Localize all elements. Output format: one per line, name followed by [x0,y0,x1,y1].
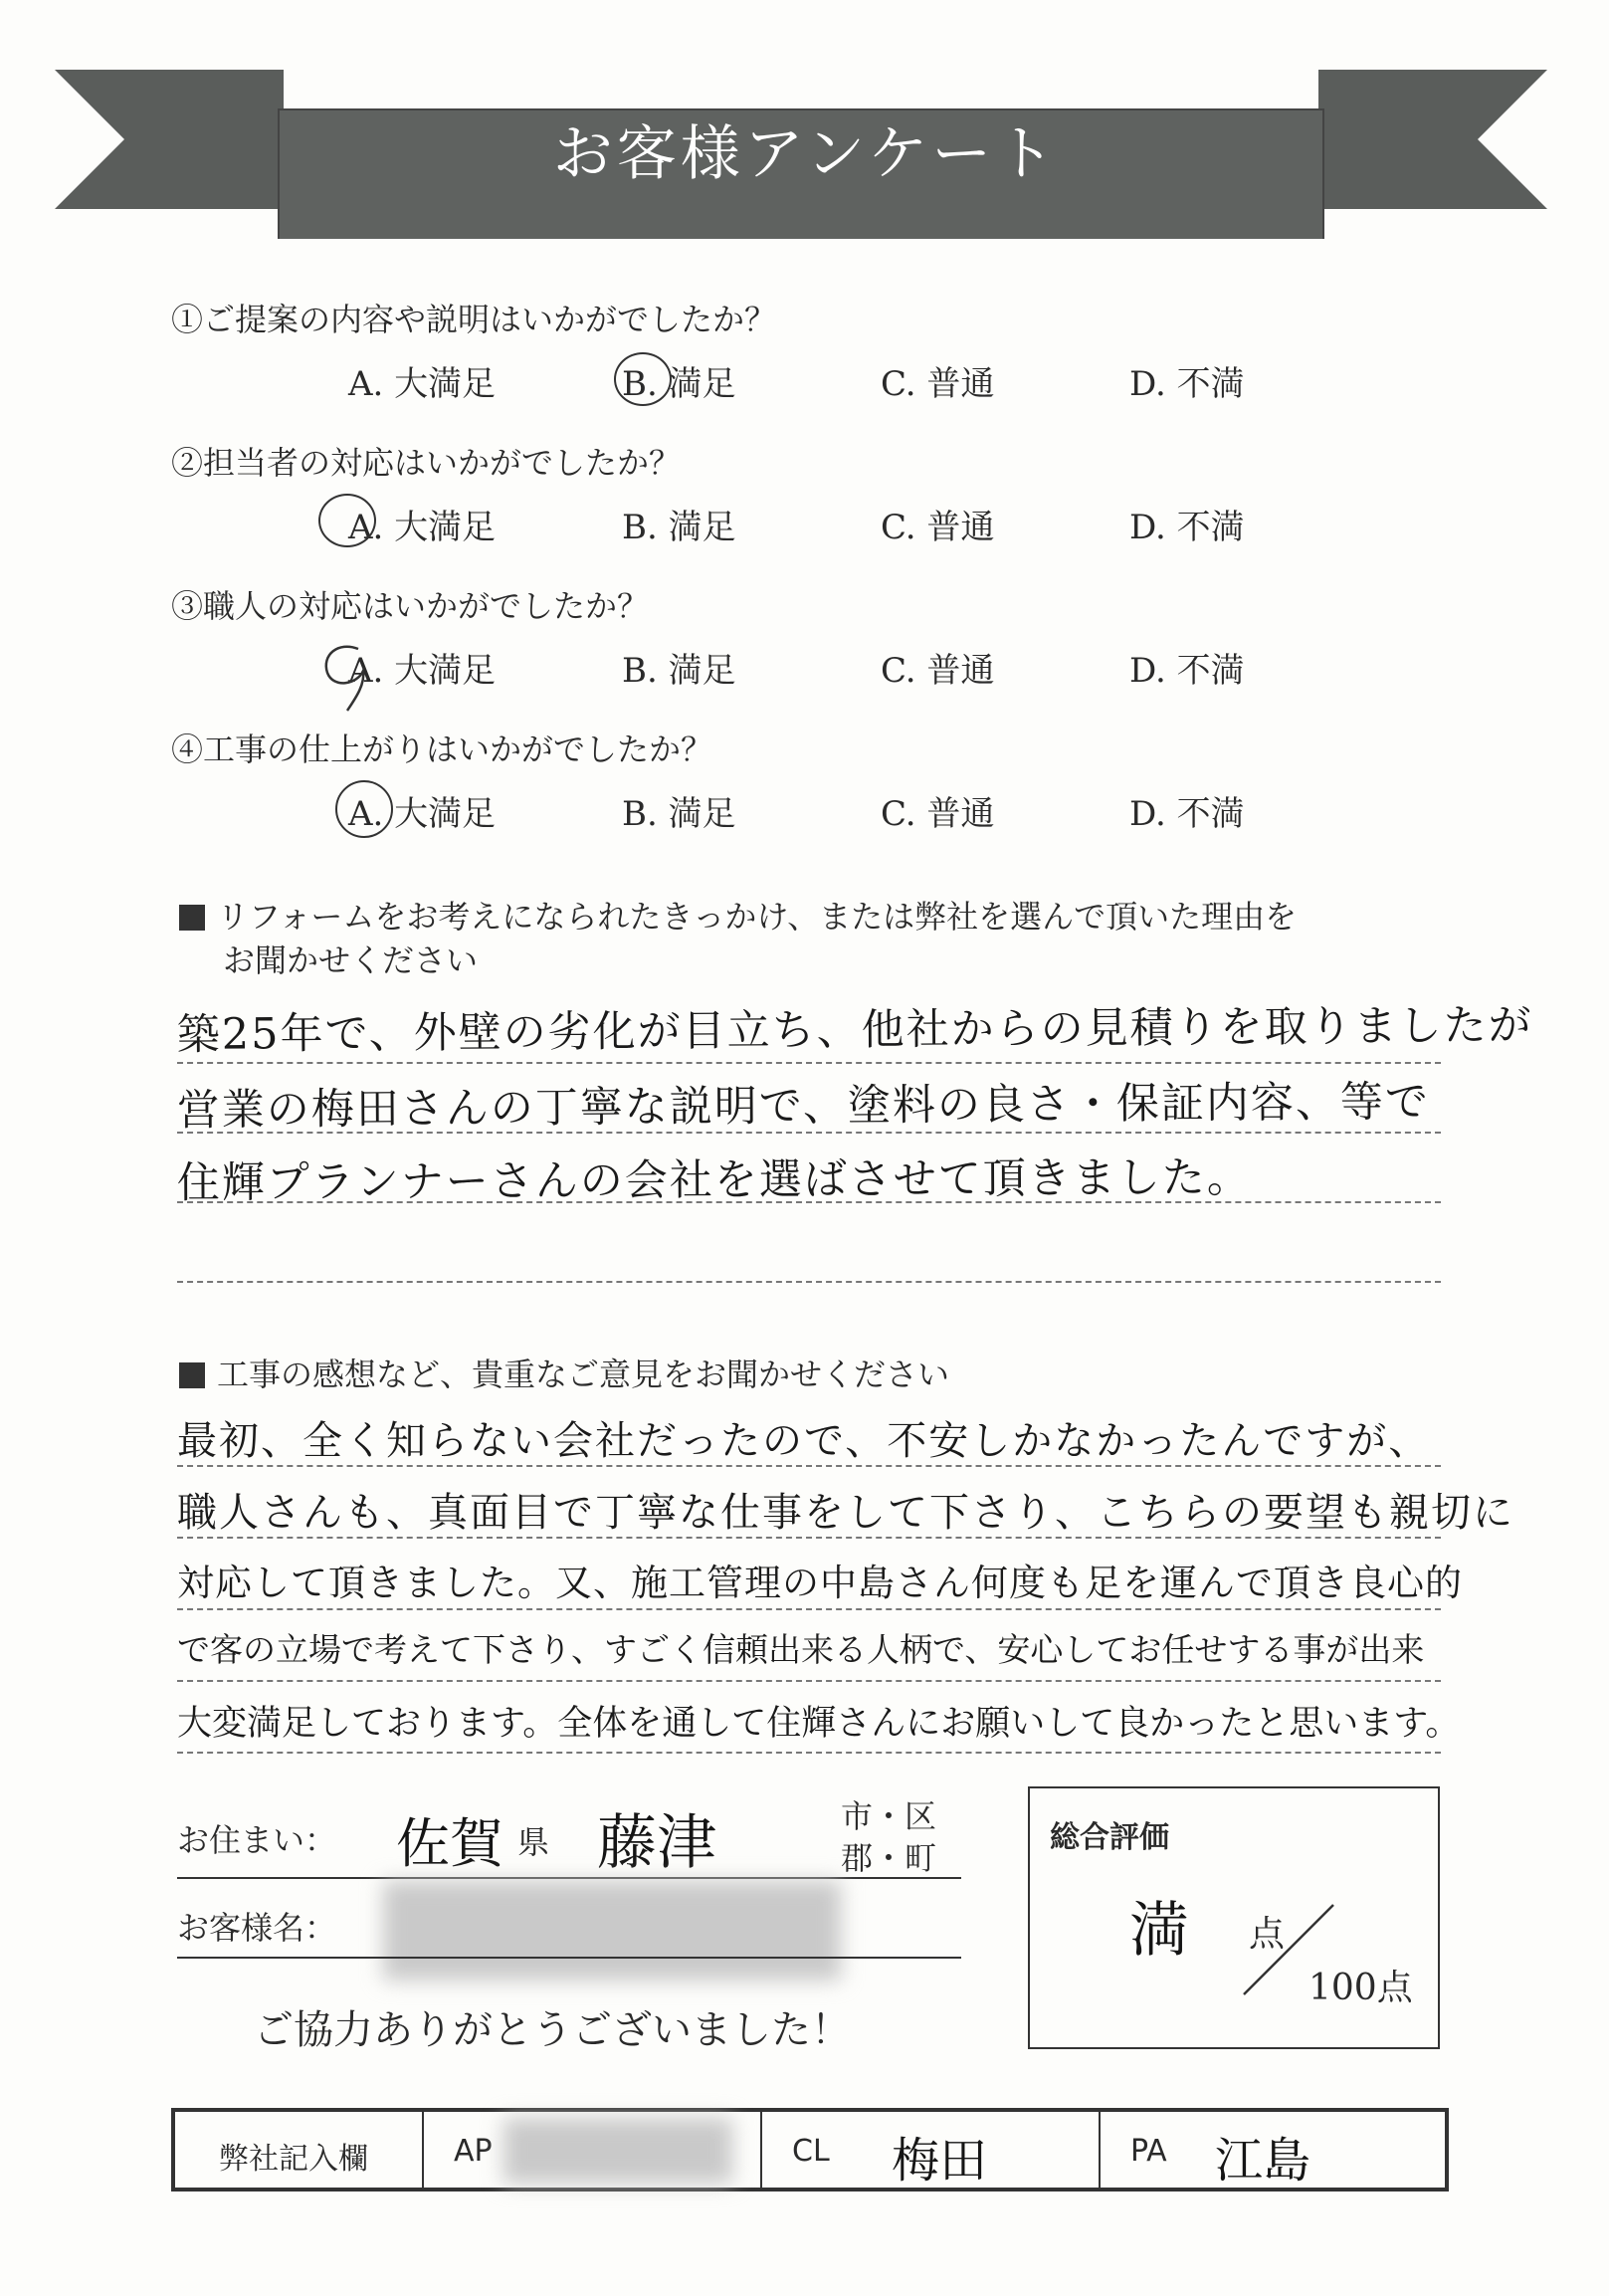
question-4: ④工事の仕上がりはいかがでしたか？ [171,731,713,768]
q1-option-b[interactable]: B. 満足 [622,364,736,404]
square-bullet-icon [179,1362,205,1388]
rating-value: 満 [1129,1896,1189,1966]
address-label: お住まい： [177,1821,337,1859]
q3-option-d[interactable]: D. 不満 [1129,651,1245,691]
question-1: ①ご提案の内容や説明はいかがでしたか？ [171,301,777,338]
q3-option-c[interactable]: C. 普通 [881,651,995,691]
q2-selected-circle [318,494,376,547]
q1-option-d[interactable]: D. 不満 [1129,364,1245,404]
pa-label: PA [1130,2134,1167,2169]
reason-line-4[interactable] [177,1219,1441,1283]
reason-text-3: 住輝プランナーさんの会社を選ばさせて頂きました。 [176,1152,1252,1208]
rating-label: 総合評価 [1050,1820,1169,1855]
impression-text-2: 職人さんも、真面目で丁寧な仕事をして下さり、こちらの要望も親切に [177,1490,1514,1536]
cl-cell[interactable] [762,2112,1101,2188]
cl-value: 梅田 [892,2133,988,2189]
q3-option-a[interactable]: A. 大満足 [348,651,497,691]
customer-underline [177,1957,961,1959]
q3-selected-mark [313,637,383,717]
pa-cell[interactable] [1101,2112,1445,2188]
square-bullet-icon [179,905,205,931]
prefecture-suffix: 県 [517,1823,550,1861]
q1-option-a[interactable]: A. 大満足 [348,364,497,404]
question-2: ②担当者の対応はいかがでしたか？ [171,444,682,482]
address-underline [177,1877,961,1879]
ap-value-redacted [503,2118,732,2184]
rating-max: 100点 [1308,1968,1413,2008]
thanks-text: ご協力ありがとうございました！ [254,2007,851,2053]
q3-option-b[interactable]: B. 満足 [622,651,736,691]
ap-label: AP [454,2134,493,2169]
rating-unit: 点 [1249,1914,1286,1955]
q2-option-d[interactable]: D. 不満 [1129,508,1245,547]
city-type-top: 市・区 [841,1797,937,1835]
office-label-cell [175,2112,424,2188]
pa-value: 江島 [1215,2133,1311,2189]
page-title: お客様アンケート [552,119,1060,189]
impression-text-4: で客の立場で考えて下さり、すごく信頼出来る人柄で、安心してお任せする事が出来 [177,1630,1425,1669]
q4-selected-circle [335,780,393,838]
office-use-table [171,2108,1449,2192]
q1-option-c[interactable]: C. 普通 [881,364,995,404]
ap-cell[interactable] [424,2112,762,2188]
impression-text-5: 大変満足しております。全体を通して住輝さんにお願いして良かったと思います。 [177,1704,1461,1744]
office-label: 弊社記入欄 [219,2142,368,2177]
impression-text-3: 対応して頂きました。又、施工管理の中島さん何度も足を運んで頂き良心的 [177,1562,1463,1604]
customer-name-redacted [383,1881,841,1981]
q4-option-b[interactable]: B. 満足 [622,794,736,834]
customer-name-label: お客様名： [177,1909,337,1947]
reason-text-2: 営業の梅田さんの丁寧な説明で、塗料の良さ・保証内容、等で [176,1077,1431,1136]
city-type-bottom: 郡・町 [841,1839,937,1877]
reason-heading: リフォームをお考えになられたきっかけ、または弊社を選んで頂いた理由を [179,894,1297,939]
address-prefecture: 佐賀 [396,1812,503,1875]
impression-heading: 工事の感想など、貴重なご意見をお聞かせください [179,1352,949,1397]
reason-heading-2: お聞かせください [223,941,479,979]
question-3: ③職人の対応はいかがでしたか？ [171,587,650,625]
q2-option-c[interactable]: C. 普通 [881,508,995,547]
q4-option-a[interactable]: A. 大満足 [348,794,497,834]
q2-option-a[interactable]: A. 大満足 [348,508,497,547]
impression-text-1: 最初、全く知らない会社だったので、不安しかなかったんですが、 [177,1418,1431,1464]
q1-selected-circle [614,352,672,406]
q4-option-c[interactable]: C. 普通 [881,794,995,834]
q4-option-d[interactable]: D. 不満 [1129,794,1245,834]
q2-option-b[interactable]: B. 満足 [622,508,736,547]
cl-label: CL [792,2134,830,2169]
overall-rating-box [1028,1786,1440,2049]
address-city: 藤津 [597,1808,716,1878]
reason-text-1: 築25年で、外壁の劣化が目立ち、他社からの見積りを取りましたが [176,1000,1533,1060]
